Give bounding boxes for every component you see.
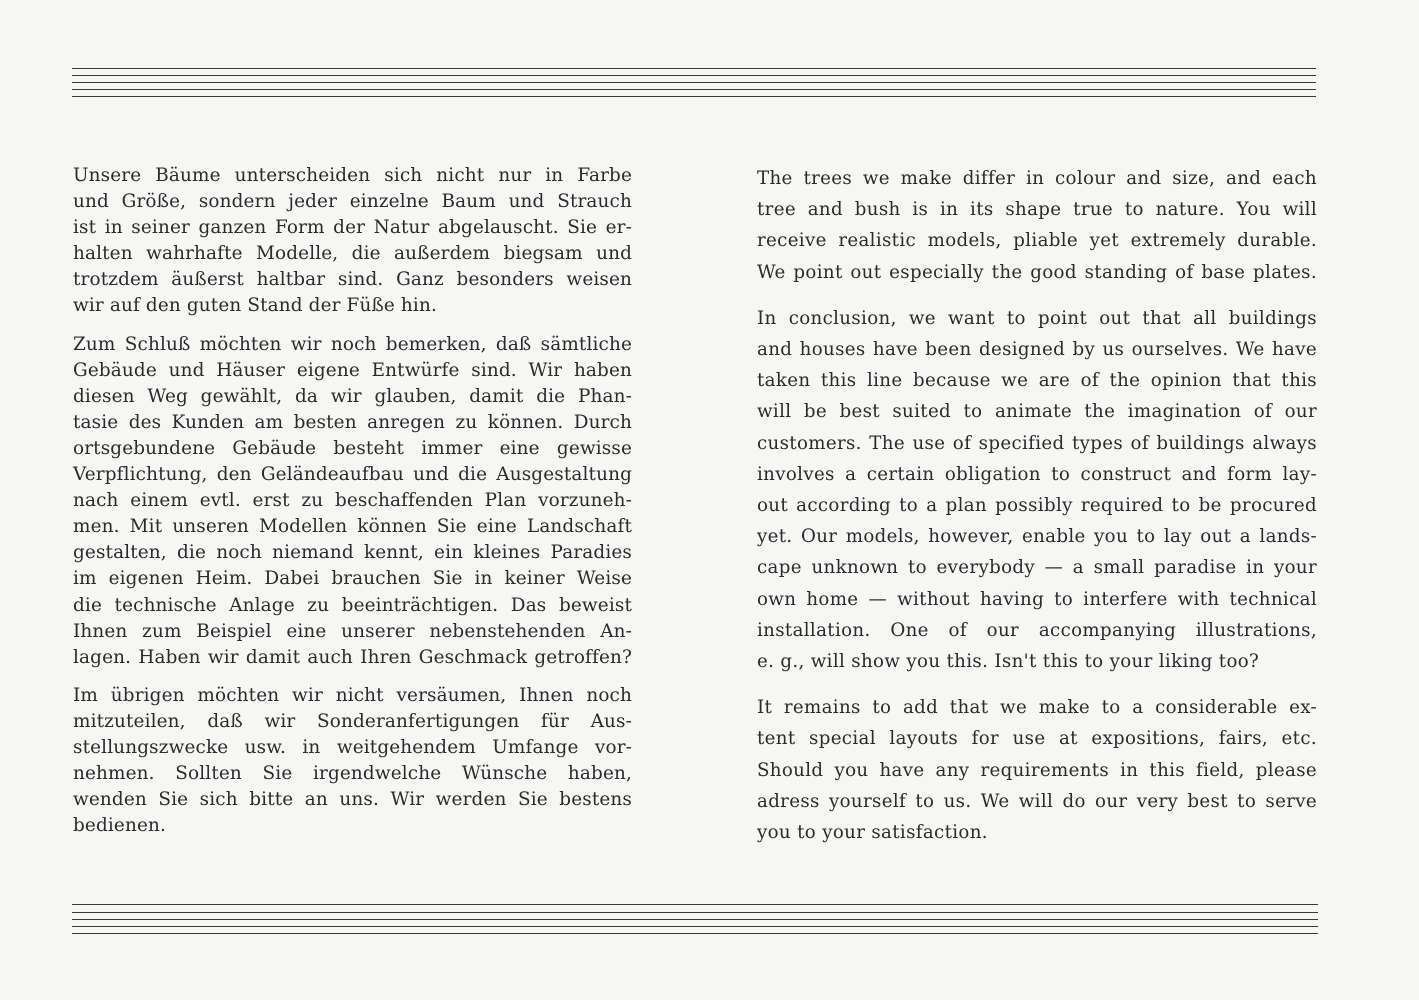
german-paragraph-1 (73, 163, 632, 320)
text-line: receive realistic models, pliable yet extremely durable. (757, 230, 1317, 252)
rule-line (72, 912, 1318, 913)
rule-line (72, 919, 1318, 920)
text-line: nehmen. Sollten Sie irgendwelche Wünsche haben, (73, 763, 632, 785)
text-line: gestalten, die noch niemand kennt, ein kleines Paradies (73, 542, 632, 564)
text-line: wir auf den guten Stand der Füße hin. (73, 295, 437, 317)
text-line: die technische Anlage zu beeinträchtigen. Das beweist (73, 594, 632, 616)
text-line: tree and bush is in its shape true to nature. You will (757, 199, 1317, 221)
text-line: Zum Schluß möchten wir noch bemerken, daß sämtliche (73, 333, 632, 355)
rule-line (72, 96, 1316, 97)
text-line: wenden Sie sich bitte an uns. Wir werden Sie bestens (73, 789, 632, 811)
text-line: halten wahrhafte Modelle, die außerdem biegsam und (73, 243, 632, 265)
text-line: bedienen. (73, 815, 166, 837)
english-paragraph-1 (757, 163, 1317, 288)
text-line: tasie des Kunden am besten anregen zu können. Durch (73, 411, 632, 433)
text-line: e. g., will show you this. Isn't this to your liking too? (757, 651, 1260, 673)
rule-line (72, 82, 1316, 83)
english-paragraph-3 (757, 692, 1317, 848)
text-line: tent special layouts for use at expositions, fairs, etc. (757, 728, 1317, 750)
bottom-decorative-rules (72, 900, 1318, 940)
text-line: Unsere Bäume unterscheiden sich nicht nur in Farbe (73, 165, 632, 186)
text-line: adress yourself to us. We will do our very best to serve (757, 790, 1317, 812)
text-line: out according to a plan possibly required to be procured (757, 495, 1317, 517)
rule-line (72, 933, 1318, 934)
text-line: Im übrigen möchten wir nicht versäumen, Ihnen noch (73, 684, 632, 706)
text-line: im eigenen Heim. Dabei brauchen Sie in keiner Weise (73, 568, 632, 590)
text-line: Should you have any requirements in this field, please (757, 759, 1317, 781)
rule-line (72, 68, 1316, 69)
text-line: taken this line because we are of the opinion that this (757, 370, 1317, 392)
text-line: nach einem evtl. erst zu beschaffenden Plan vorzuneh- (73, 490, 632, 512)
text-line: customers. The use of specified types of buildings always (757, 432, 1317, 454)
top-decorative-rules (72, 64, 1316, 104)
german-text-column (73, 163, 632, 851)
text-line: involves a certain obligation to construct and form lay- (757, 463, 1317, 485)
english-text-column (757, 163, 1317, 863)
text-line: The trees we make differ in colour and size, and each (757, 168, 1317, 189)
text-line: und Größe, sondern jeder einzelne Baum und Strauch (73, 191, 632, 213)
text-line: In conclusion, we want to point out that all buildings (757, 307, 1317, 329)
text-line: lagen. Haben wir damit auch Ihren Geschmack getroffen? (73, 646, 632, 668)
rule-line (72, 926, 1318, 927)
english-paragraph-2 (757, 303, 1317, 677)
text-line: will be best suited to animate the imagination of our (757, 401, 1317, 423)
german-paragraph-3 (73, 683, 632, 840)
rule-line (72, 89, 1316, 90)
text-line: diesen Weg gewählt, da wir glauben, damit die Phan- (73, 385, 632, 407)
rule-line (72, 904, 1318, 905)
text-line: men. Mit unseren Modellen können Sie eine Landschaft (73, 516, 632, 538)
german-paragraph-2 (73, 332, 632, 671)
text-line: own home — without having to interfere with technical (757, 588, 1317, 610)
text-line: yet. Our models, however, enable you to lay out a lands- (757, 526, 1317, 548)
text-line: mitzuteilen, daß wir Sonderanfertigungen für Aus- (73, 710, 632, 732)
text-line: and houses have been designed by us ourselves. We have (757, 339, 1317, 361)
text-line: It remains to add that we make to a considerable ex- (757, 697, 1317, 719)
text-line: ist in seiner ganzen Form der Natur abgelauscht. Sie er- (73, 217, 632, 239)
text-line: stellungszwecke usw. in weitgehendem Umfange vor- (73, 736, 632, 758)
text-line: installation. One of our accompanying illustrations, (757, 619, 1317, 641)
rule-line (72, 75, 1316, 76)
text-line: Ihnen zum Beispiel eine unserer nebenstehenden An- (73, 620, 632, 642)
text-line: ortsgebundene Gebäude besteht immer eine gewisse (73, 437, 632, 459)
text-line: trotzdem äußerst haltbar sind. Ganz besonders weisen (73, 269, 632, 291)
text-line: cape unknown to everybody — a small paradise in your (757, 557, 1317, 579)
text-line: you to your satisfaction. (757, 822, 988, 844)
text-line: We point out especially the good standing of base plates. (757, 261, 1317, 283)
text-line: Verpflichtung, den Geländeaufbau und die Ausgestaltung (73, 464, 632, 486)
text-line: Gebäude und Häuser eigene Entwürfe sind. Wir haben (73, 359, 632, 381)
